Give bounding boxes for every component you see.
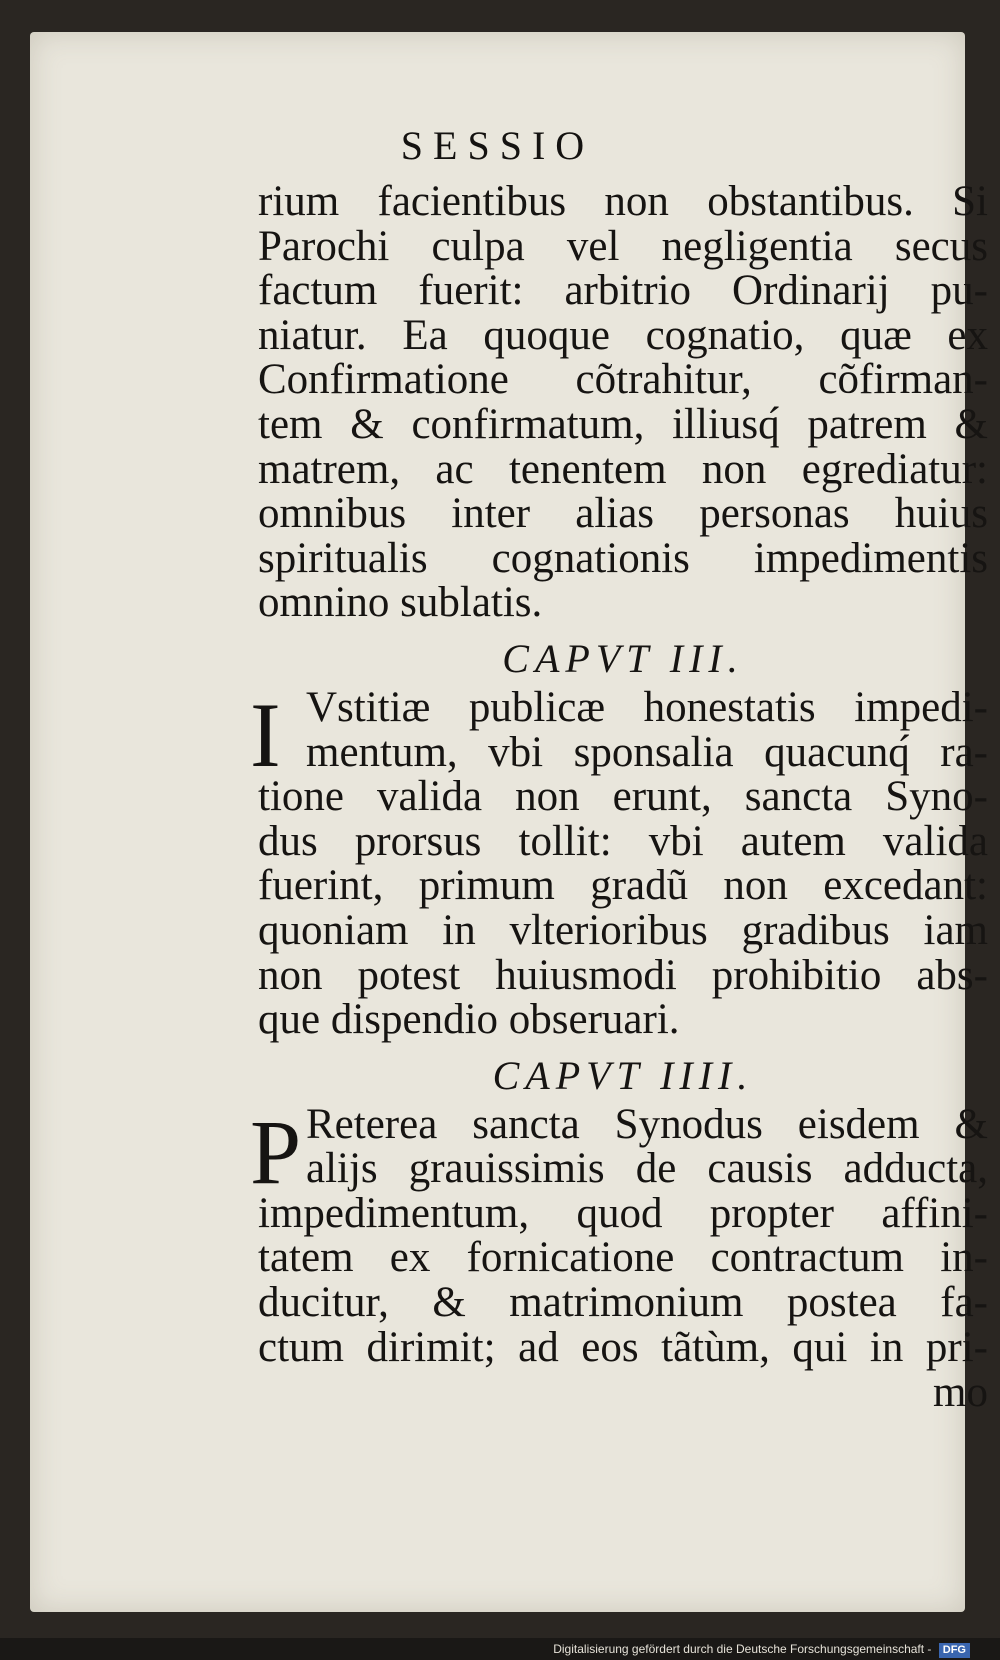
- text-line: Parochi culpa vel negligentia secus: [258, 222, 988, 270]
- drop-cap: I: [250, 683, 281, 786]
- drop-cap: P: [250, 1100, 302, 1203]
- text-line: omnibus inter alias personas huius: [258, 490, 988, 538]
- text-line: que dispendio obseruari.: [258, 996, 680, 1044]
- dfg-logo: DFG: [939, 1643, 970, 1658]
- text-line: impedimentum, quod propter affini-: [258, 1189, 988, 1237]
- page-body: [250, 178, 988, 1417]
- text-line: ducitur, & matrimonium postea fa-: [258, 1279, 988, 1327]
- chapter-heading-3: CAPVT III.: [502, 635, 744, 681]
- text-line: fuerint, primum gradũ non excedant:: [258, 862, 988, 910]
- text-line: Vstitiæ publicæ honestatis impedi-: [306, 683, 988, 731]
- text-line: omnino sublatis.: [258, 579, 543, 627]
- text-line: Confirmatione cõtrahitur, cõfirman-: [258, 356, 988, 404]
- text-line: mentum, vbi sponsalia quacunq́ ra-: [306, 728, 988, 776]
- text-line: tione valida non erunt, sancta Syno-: [258, 773, 988, 821]
- text-line: dus prorsus tollit: vbi autem valida: [258, 817, 988, 865]
- paragraph-chapter-4: [250, 1100, 988, 1371]
- text-line: spiritualis cognationis impedimentis: [258, 534, 988, 582]
- page-header: SESSIO: [400, 123, 595, 168]
- book-page: [30, 32, 988, 1612]
- text-line: ctum dirimit; ad eos tãtùm, qui in pri-: [258, 1323, 988, 1371]
- text-line: rium facientibus non obstantibus. Si: [258, 178, 988, 225]
- catchword: mo: [933, 1369, 988, 1417]
- text-line: niatur. Ea quoque cognatio, quæ ex: [258, 311, 988, 359]
- text-line: tem & confirmatum, illiusq́ patrem &: [258, 400, 988, 448]
- chapter-heading-4: CAPVT IIII.: [492, 1052, 754, 1098]
- text-line: matrem, ac tenentem non egrediatur:: [258, 445, 988, 493]
- text-line: Reterea sancta Synodus eisdem &: [306, 1100, 988, 1148]
- paragraph-1: [258, 180, 988, 626]
- text-line: quoniam in vlterioribus gradibus iam: [258, 906, 988, 954]
- text-line: tatem ex fornicatione contractum in-: [258, 1234, 988, 1282]
- text-line: factum fuerit: arbitrio Ordinarij pu-: [258, 267, 988, 315]
- digitization-credit-bar: [0, 1638, 1000, 1660]
- paragraph-chapter-3: [250, 683, 988, 1044]
- text-line: non potest huiusmodi prohibitio abs-: [258, 951, 988, 999]
- text-line: alijs grauissimis de causis adducta,: [306, 1145, 988, 1193]
- credit-text: Digitalisierung gefördert durch die Deutsche Forschungsgemeinschaft -: [553, 1642, 932, 1656]
